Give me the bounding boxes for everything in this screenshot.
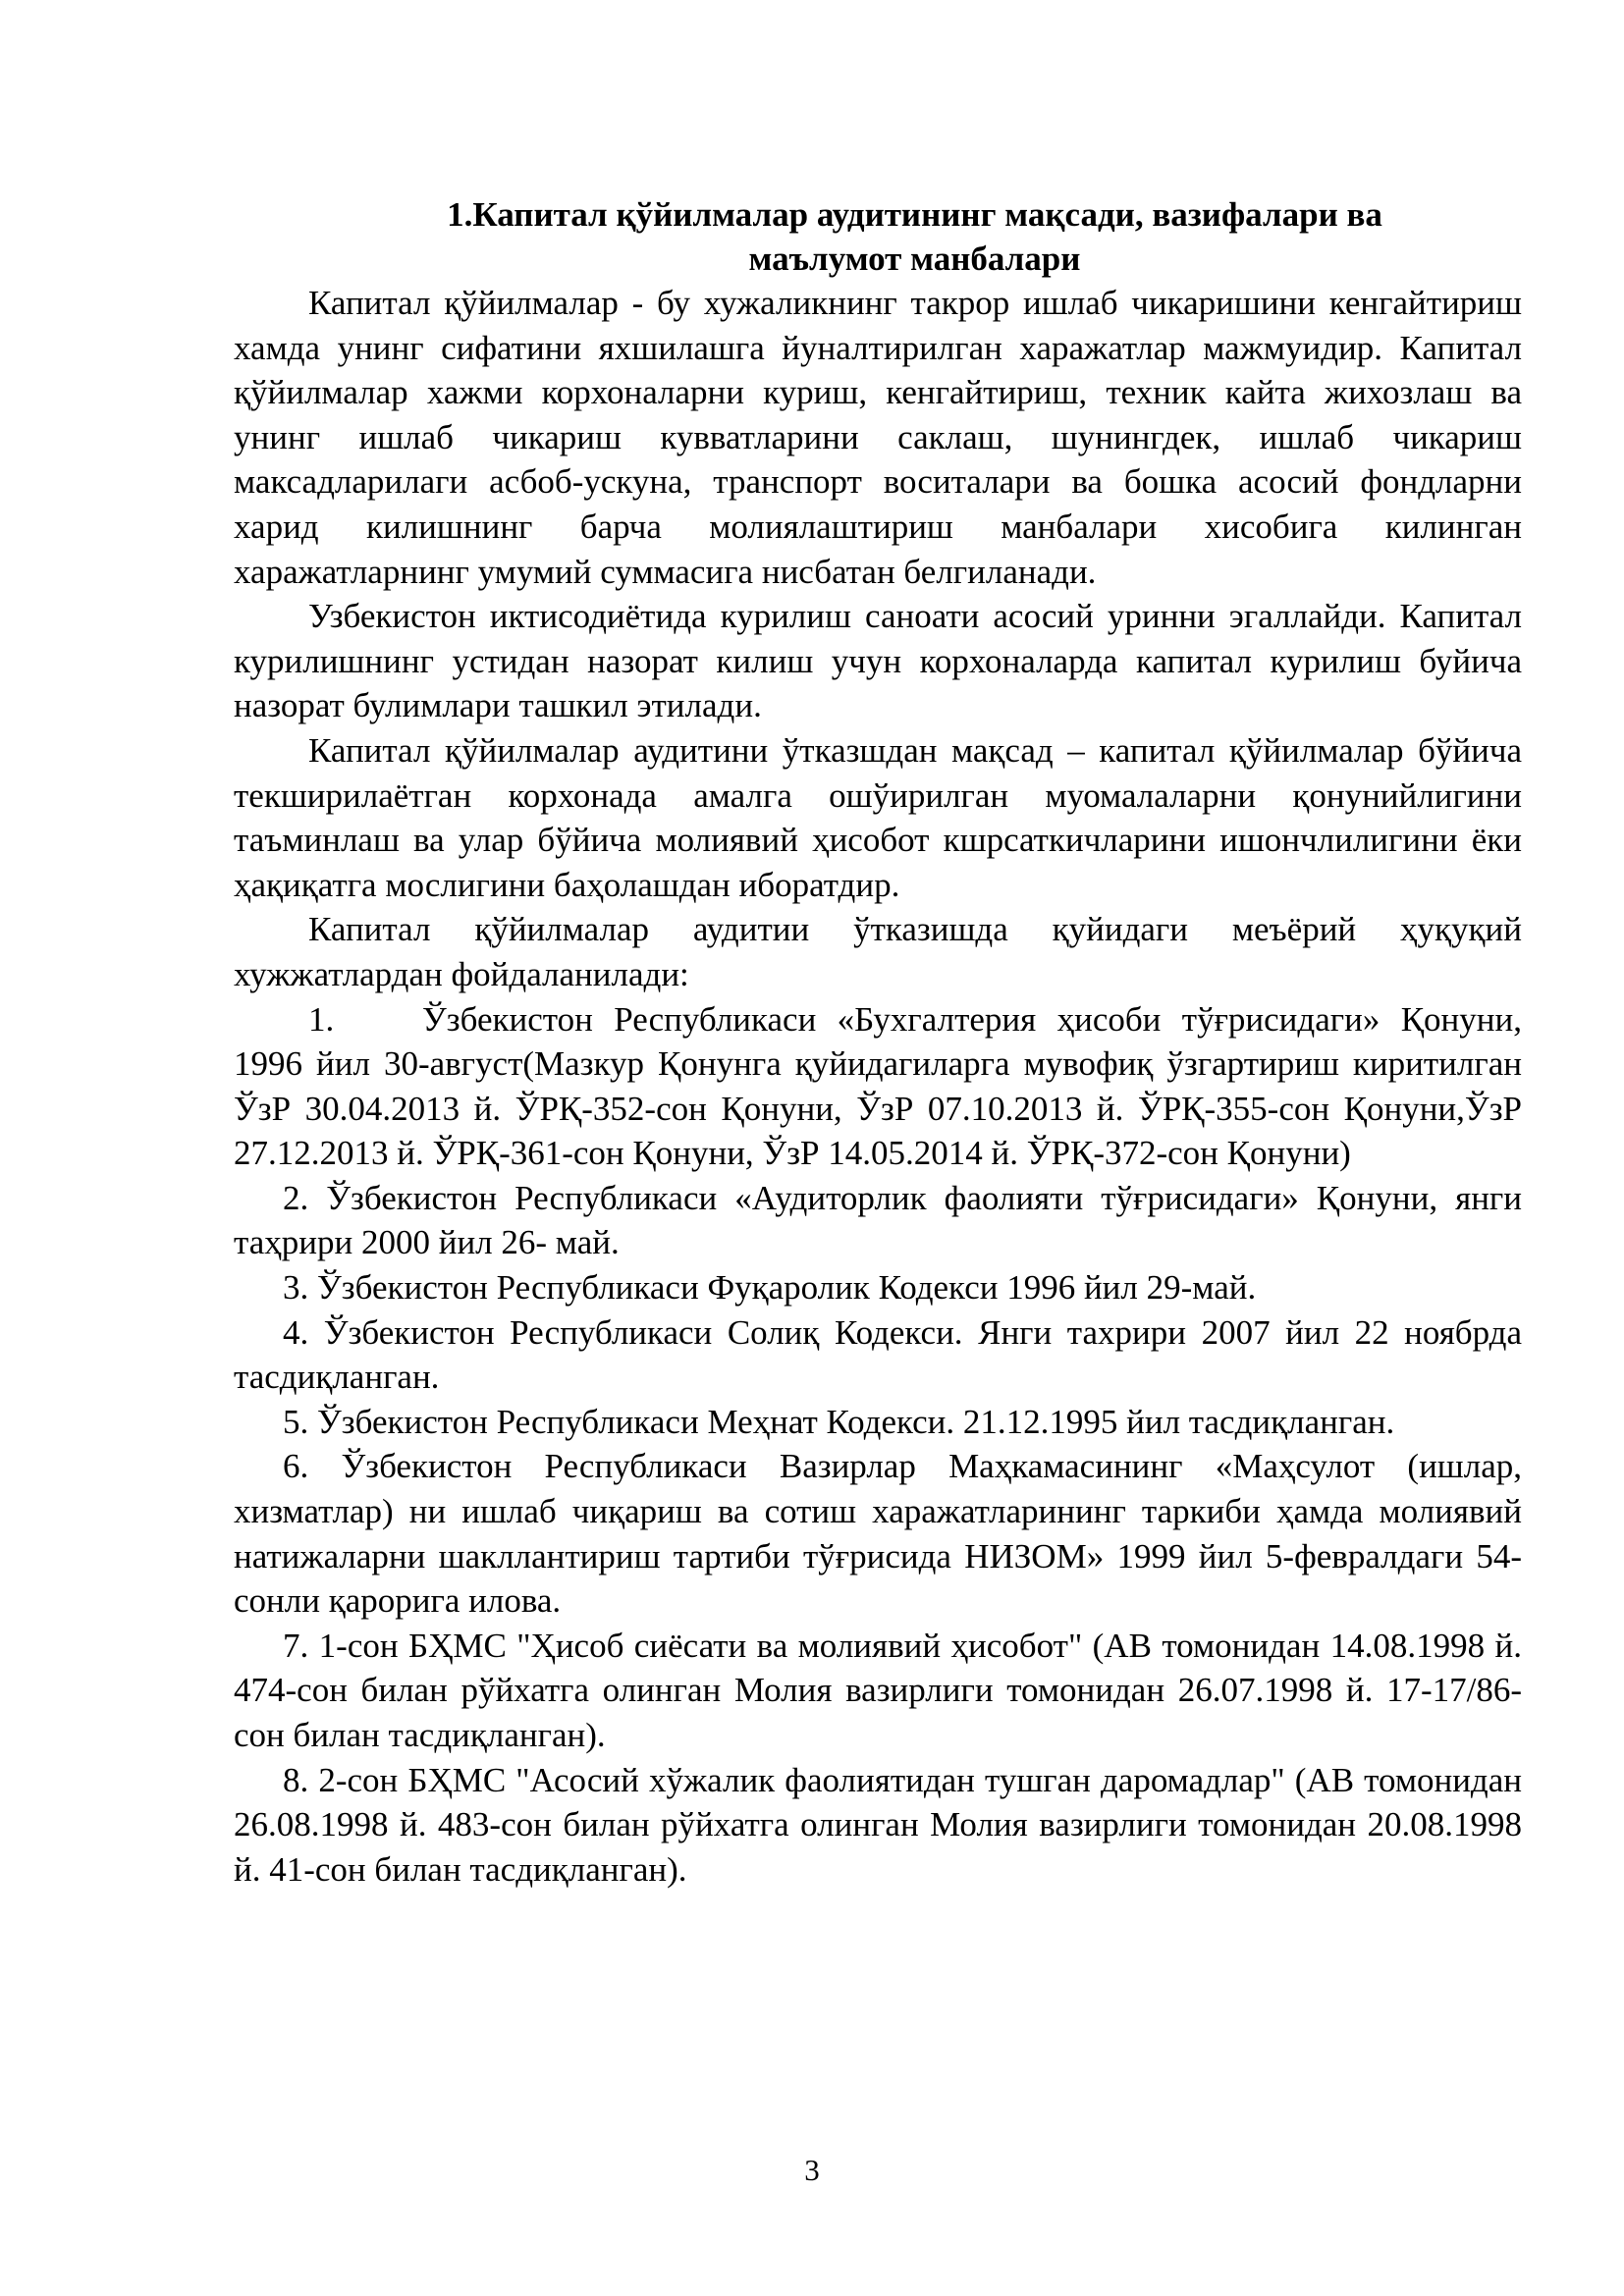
list-item xyxy=(234,1176,1522,1265)
list-item-number: 2. xyxy=(283,1178,309,1217)
section-heading-line-2: маълумот манбалари xyxy=(748,240,1081,278)
document-body xyxy=(234,192,1522,1892)
paragraph-construction-industry: Узбекистон иктисодиётида курилиш саноати асосий уринни эгаллайди. Капитал курилишнинг устидан назорат килиш учун корхоналарда капитал курилиш буйича назорат булимлари ташкил этилади. xyxy=(234,597,1522,725)
list-item-text: Ўзбекистон Республикаси Вазирлар Маҳкамасининг «Маҳсулот (ишлар, хизматлар) ни ишлаб чиқариш ва сотиш харажатларининг таркиби ҳамда молиявий натижаларни шакллантириш тартиби тўғрисида НИЗОМ» 1999 йил 5-февралдаги 54-сонли қарорига илова. xyxy=(234,1447,1523,1621)
list-item xyxy=(234,1444,1522,1623)
list-item-number: 1. xyxy=(308,999,335,1039)
list-item-number: 6. xyxy=(283,1447,309,1486)
list-item-text: Ўзбекистон Республикаси Фуқаролик Кодекси 1996 йил 29-май. xyxy=(317,1268,1257,1308)
list-item-text: Ўзбекистон Республикаси Меҳнат Кодекси. 21.12.1995 йил тасдиқланган. xyxy=(317,1402,1395,1441)
paragraph-audit-goal: Капитал қўйилмалар аудитини ўтказшдан мақсад – капитал қўйилмалар бўйича текширилаётган корхонада амалга ошўирилган муомалаларни қонунийлигини таъминлаш ва улар бўйича молиявий ҳисобот кшрсаткичларини ишончлилигини ёки ҳақиқатга мослигини баҳолашдан иборатдир. xyxy=(234,730,1522,904)
paragraph-normative-documents-intro: Капитал қўйилмалар аудитии ўтказишда қуйидаги меъёрий ҳуқуқий хужжатлардан фойдаланилади: xyxy=(234,910,1522,993)
list-item-text: 2-сон БҲМС "Асосий хўжалик фаолиятидан тушган даромадлар" (АВ томонидан 26.08.1998 й. 483-сон билан рўйхатга олинган Молия вазирлиги томонидан 20.08.1998 й. 41-сон билан тасдиқланган). xyxy=(234,1760,1523,1889)
list-item-number: 3. xyxy=(283,1268,309,1308)
list-item-text: Ўзбекистон Республикаси «Аудиторлик фаолияти тўғрисидаги» Қонуни, янги таҳрири 2000 йил 26- май. xyxy=(234,1178,1523,1262)
list-item xyxy=(234,1265,1522,1310)
list-item-number: 4. xyxy=(283,1312,309,1352)
list-item-text: Ўзбекистон Республикаси «Бухгалтерия ҳисоби тўғрисидаги» Қонуни, 1996 йил 30-август(Мазкур Қонунга қуйидагиларга мувофиқ ўзгартириш киритилган ЎзР 30.04.2013 й. ЎРҚ-352-сон Қонуни, ЎзР 07.10.2013 й. ЎРҚ-355-сон Қонуни,ЎзР 27.12.2013 й. ЎРҚ-361-сон Қонуни, ЎзР 14.05.2014 й. ЎРҚ-372-сон Қонуни) xyxy=(234,999,1522,1173)
list-item-text: Ўзбекистон Республикаси Солиқ Кодекси. Янги тахрири 2007 йил 22 ноябрда тасдиқланган. xyxy=(234,1312,1522,1397)
list-item-number: 7. xyxy=(283,1626,309,1665)
list-item-number: 5. xyxy=(283,1402,309,1441)
paragraph-capital-investment-definition: Капитал қўйилмалар - бу хужаликнинг такрор ишлаб чикаришини кенгайтириш хамда унинг сифатини яхшилашга йуналтирилган харажатлар мажмуидир. Капитал қўйилмалар хажми корхоналарни куриш, кенгайтириш, техник кайта жихозлаш ва унинг ишлаб чикариш кувватларини саклаш, шунингдек, ишлаб чикариш максадларилаги асбоб-ускуна, транспорт воситалари ва бошка асосий фондларни харид килишнинг барча молиялаштириш манбалари хисобига килинган харажатларнинг умумий суммасига нисбатан белгиланади. xyxy=(234,284,1522,591)
page-number: 3 xyxy=(804,2153,820,2187)
section-heading-line-1: 1.Капитал қўйилмалар аудитининг мақсади, вазифалари ва xyxy=(447,195,1382,234)
list-item xyxy=(234,1758,1522,1893)
list-item xyxy=(234,1624,1522,1758)
list-item xyxy=(234,1400,1522,1445)
list-item xyxy=(234,997,1522,1176)
section-heading xyxy=(234,192,1522,281)
list-item xyxy=(234,1310,1522,1400)
list-item-text: 1-сон БҲМС "Ҳисоб сиёсати ва молиявий ҳисобот" (АВ томонидан 14.08.1998 й. 474-сон билан рўйхатга олинган Молия вазирлиги томонидан 26.07.1998 й. 17-17/86-сон билан тасдиқланган). xyxy=(234,1626,1522,1754)
list-item-number: 8. xyxy=(283,1760,309,1799)
